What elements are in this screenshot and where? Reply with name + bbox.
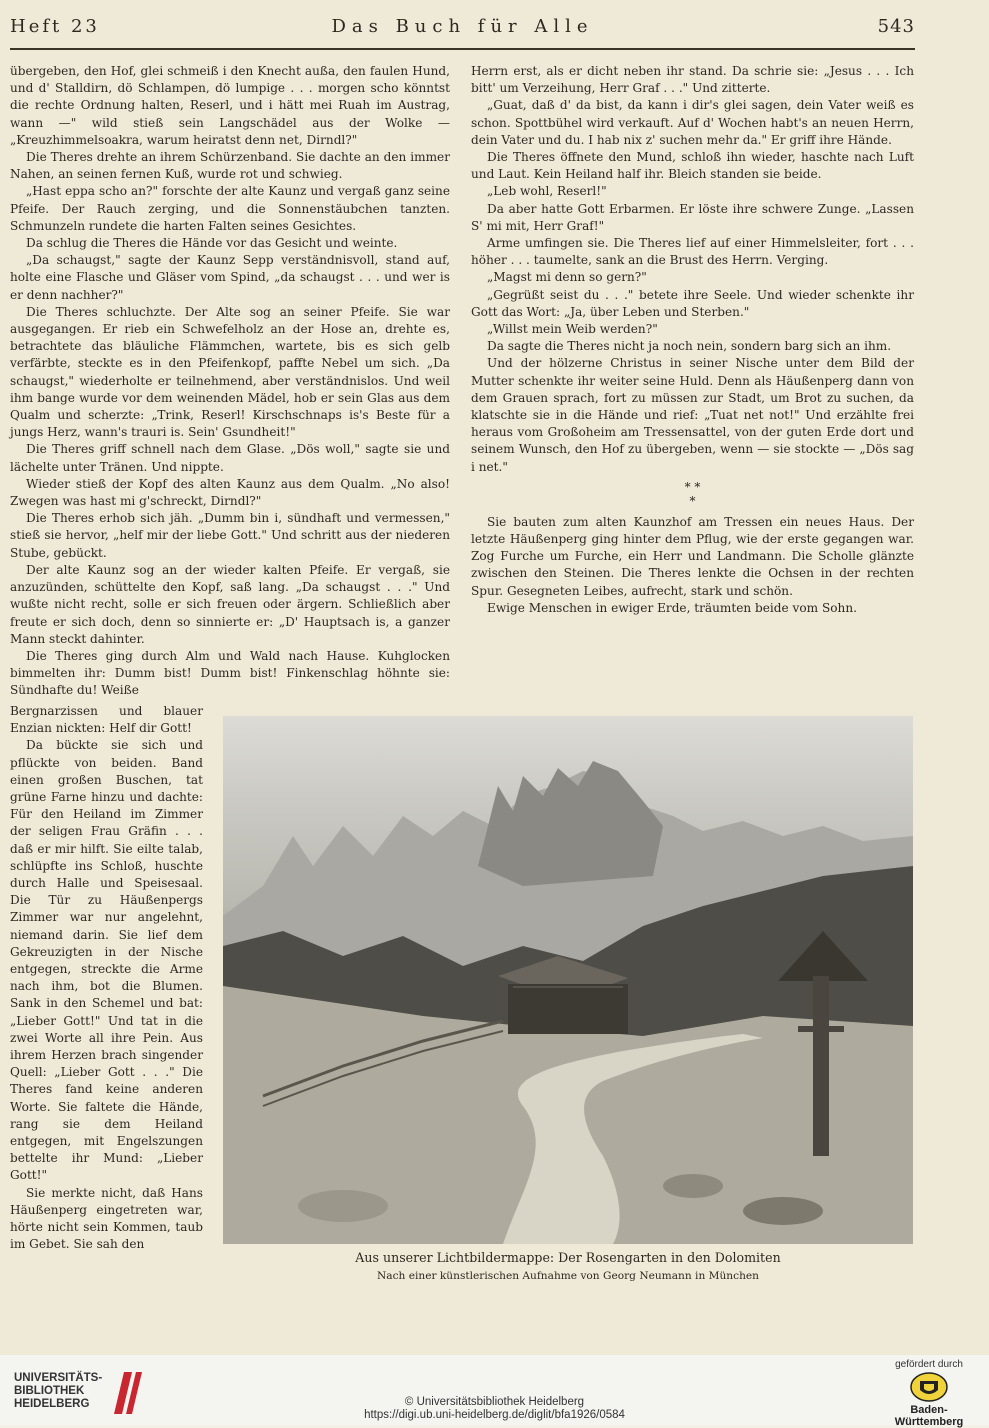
rock — [743, 1197, 823, 1225]
paragraph: Die Theres ging durch Alm und Wald nach Hause. Kuhglocken bimmelten ihr: Dumm bist! Dumm bist! Finkenschlag höhnte sie: Sündhafte du! Weiße — [10, 648, 450, 698]
paragraph: „Willst mein Weib werden?" — [487, 322, 658, 337]
left-narrow-column — [10, 703, 203, 1254]
paragraph: Da schlug die Theres die Hände vor das Gesicht und weinte. — [26, 236, 398, 251]
paragraph: Sie bauten zum alten Kaunzhof am Tressen ein neues Haus. Der letzte Häußenperg ging hinter dem Pflug, wie der erste gegangen war. Zog Furche um Furche, ein Herr und Landmann. Die Scholle glänzte zwischen den Steinen. Die Theres lenkte die Ochsen in der rechten Spur. Gesegneten Leibes, aufrecht, stark und schön. — [471, 514, 914, 598]
library-name: UNIVERSITÄTS- BIBLIOTHEK HEIDELBERG — [14, 1372, 103, 1410]
copyright-line: © Universitätsbibliothek Heidelberg — [404, 1396, 585, 1408]
paragraph: Bergnarzissen und blauer Enzian nickten: Helf dir Gott! — [10, 704, 203, 736]
coat-of-arms-icon — [910, 1372, 948, 1402]
paragraph: Sie merkte nicht, daß Hans Häußenperg eingetreten war, hörte nicht sein Kommen, taub im Gebet. Sie sah den — [10, 1185, 203, 1252]
paragraph: Die Theres öffnete den Mund, schloß ihn wieder, haschte nach Luft und Laut. Kein Heiland half ihr. Bleich standen sie beide. — [471, 150, 914, 182]
figure-caption: Aus unserer Lichtbildermappe: Der Rosengarten in den Dolomiten — [355, 1250, 781, 1265]
landscape-illustration — [223, 716, 913, 1244]
funder-name: Baden-Württemberg — [894, 1404, 964, 1428]
right-column — [471, 63, 914, 617]
divider-stars-top: * * — [684, 479, 701, 494]
publication-title: Das Buch für Alle — [331, 16, 594, 37]
paragraph: Arme umfingen sie. Die Theres lief auf einer Himmelsleiter, fort . . . höher . . . taumelte, sank an die Brust des Herrn. Verging. — [471, 236, 914, 268]
paragraph: Herrn erst, als er dicht neben ihr stand. Da schrie sie: „Jesus . . . Ich bitt' um Verzeihung, Herr Graf . . ." Und zitterte. — [471, 64, 914, 96]
paragraph: Der alte Kaunz sog an der wieder kalten Pfeife. Er vergaß, sie anzuzünden, schüttelte den Kopf, saß lang. „Da schaugst . . ." Und wußte nicht recht, solle er sich freuen oder ärgern. Schließlich aber freute er sich doch, denn so sinnierte er: „D' Hauptsach is, a ganzer Mann steckt dahinter. — [10, 562, 450, 646]
divider-star-bottom: * — [689, 493, 696, 508]
paragraph: Die Theres griff schnell nach dem Glase. „Dös woll," sagte sie und lächelte unter Tränen. Und nippte. — [10, 442, 450, 474]
paragraph: „Leb wohl, Reserl!" — [487, 184, 607, 199]
photo-rosengarten-dolomites — [223, 716, 913, 1244]
rock — [663, 1174, 723, 1198]
paragraph: „Gegrüßt seist du . . ." betete ihre Seele. Und wieder schenkte ihr Gott das Wort: „Ja, über Leben und Sterben." — [471, 287, 914, 319]
paragraph: „Hast eppa scho an?" forschte der alte Kaunz und vergaß ganz seine Pfeife. Der Rauch zerging, und die Sonnenstäubchen tanzten. Schmunzeln rundete die harten Falten seines Gesichtes. — [10, 184, 450, 233]
paragraph: Da aber hatte Gott Erbarmen. Er löste ihre schwere Zunge. „Lassen S' mi mit, Herr Graf!" — [471, 201, 914, 233]
page-header — [10, 14, 915, 42]
paragraph: Da sagte die Theres nicht ja noch nein, sondern barg sich an ihm. — [487, 339, 892, 354]
paragraph: Die Theres schluchzte. Der Alte sog an seiner Pfeife. Sie war ausgegangen. Er rieb ein Schwefelholz an der Hose an, drehte es, betrachtete das bläuliche Flämmchen, wartete, bis es sich gelb verfärbte, steckte es in den Pfeifenkopf, paffte Nebel um sich. „Da schaugst," wiederholte er teilnehmend, aber verständnislos. Und weil ihm bange wurde vor dem weinenden Mädel, hob er sein Glas aus dem Qualm und scherzte: „Trink, Reserl! Kirschschnaps is's Beste für a jungs Herz, wann's trauri is. Sein' Gsundheit!" — [10, 304, 450, 440]
paragraph: „Da schaugst," sagte der Kaunz Sepp verständnisvoll, stand auf, holte eine Flasche und Gläser vom Spind, „da schaugst . . . und wer is er denn nachher?" — [10, 253, 450, 302]
figure-credit: Nach einer künstlerischen Aufnahme von Georg Neumann in München — [377, 1270, 759, 1282]
permalink[interactable]: https://digi.ub.uni-heidelberg.de/diglit/bfa1926/0584 — [364, 1409, 625, 1421]
paragraph: „Guat, daß d' da bist, da kann i dir's glei sagen, dein Vater weiß es schon. Spottbühel wird verkauft. Auf d' Wochen habt's an neuen Herrn, dein Vater und du. I hab nix z' suchen mehr da." Er griff ihre Hände. — [471, 98, 914, 147]
paragraph: „Magst mi denn so gern?" — [487, 270, 647, 285]
paragraph: Die Theres drehte an ihrem Schürzenband. Sie dachte an den immer Nahen, an seinen fernen Kuß, wurde rot und schwieg. — [10, 150, 450, 182]
paragraph: Ewige Menschen in ewiger Erde, träumten beide vom Sohn. — [487, 600, 857, 615]
paragraph: Wieder stieß der Kopf des alten Kaunz aus dem Qualm. „No also! Zwegen was hast mi g'schreckt, Dirndl?" — [10, 476, 450, 509]
paragraph: Und der hölzerne Christus in seiner Nische unter dem Bild der Mutter schenkte ihr weiter seine Huld. Denn als Häußenperg dann von dem Grauen sprach, fort zu müssen zur Stadt, um Brot zu suchen, da klatschte sie in die Hände und rief: „Tuat net not!" Und erzählte frei heraus vom Großoheim am Tressensattel, von der guten Erde dort und seinem Wunsch, den Hof zu übergeben, wenn — sie stockte — „Dös sag i net." — [471, 356, 914, 474]
paragraph: übergeben, den Hof, glei schmeiß i den Knecht außa, den faulen Hund, und d' Stalldirn, dö Schlampen, dö lumpige . . . morgen scho könntst die rechte Ordnung halten, Reserl, und i hätt mei Ruah im Austrag, wann —" wild stieß sein Langschädel aus der Wolke — „Kreuzhimmelsoakra, warum heiratst denn net, Dirndl?" — [10, 64, 450, 147]
copyright-credit — [0, 1396, 989, 1422]
rock — [298, 1190, 388, 1222]
page-number: 543 — [877, 16, 915, 37]
left-column — [10, 63, 450, 700]
header-rule — [10, 48, 915, 50]
issue-label: Heft 23 — [10, 16, 100, 37]
section-divider — [471, 480, 914, 508]
paragraph: Da bückte sie sich und pflückte von beiden. Band einen großen Buschen, tat grüne Farne hinzu und dachte: Für den Heiland im Zimmer der seligen Frau Gräfin . . . daß er mir hilft. Sie eilte talab, schlüpfte ins Schloß, huschte durch Halle und Speisesaal. Die Tür zu Häußenpergs Zimmer war nur angelehnt, niemand darin. Sie lief dem Gekreuzigten in der Nische entgegen, streckte die Arme nach ihm, bot die Blumen. Sank in den Schemel und bat: „Lieber Gott!" Und tat in die zwei Worte all ihre Pein. Aus ihrem Herzen brach singender Quell: „Lieber Gott . . ." Die Theres fand keine anderen Worte. Sie faltete die Hände, rang sie dem Heiland entgegen, mit Engelszungen bettelte ihr Mund: „Lieber Gott!" — [10, 738, 203, 1183]
rosengarten-peaks — [478, 761, 663, 886]
paragraph: Die Theres erhob sich jäh. „Dumm bin i, sündhaft und vermessen," stieß sie hervor, „helf mir der liebe Gott." Und schritt aus der niederen Stube, gebückt. — [10, 511, 450, 560]
funder-logo[interactable] — [879, 1359, 979, 1428]
funded-by-label: gefördert durch — [895, 1359, 963, 1370]
